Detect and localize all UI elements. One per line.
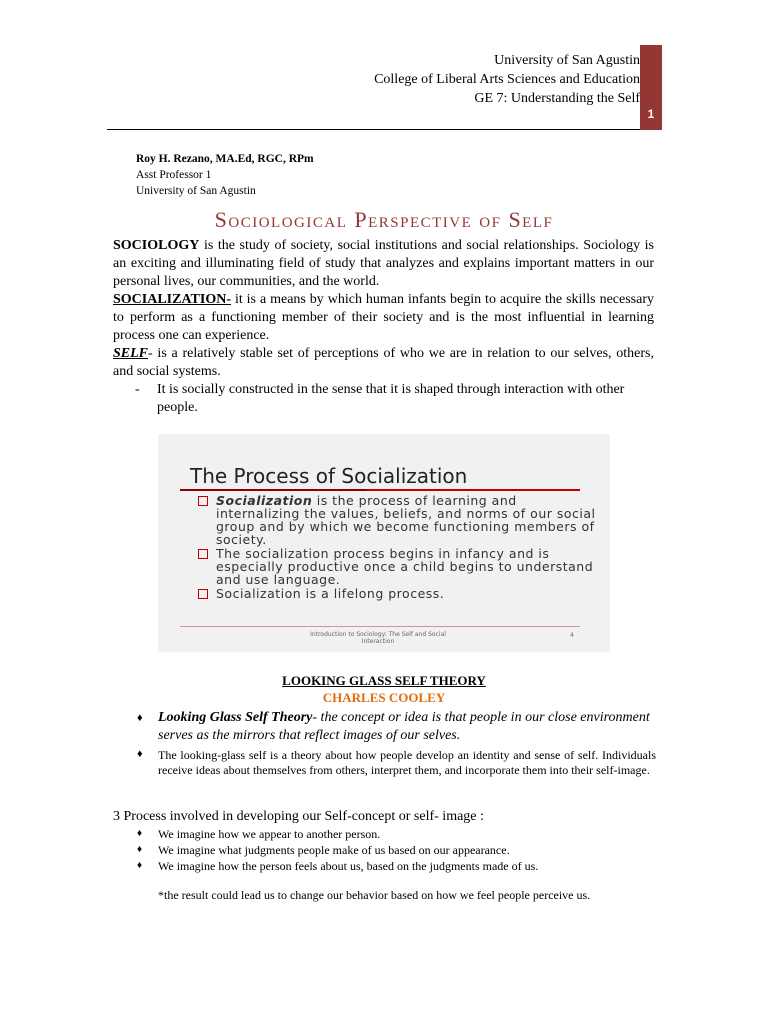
process-list bbox=[137, 826, 656, 874]
list-item bbox=[137, 842, 656, 858]
self-dash-item bbox=[135, 381, 654, 417]
process-item: We imagine how we appear to another person. bbox=[158, 827, 381, 841]
author-position: Asst Professor 1 bbox=[136, 169, 212, 181]
page-number: 1 bbox=[647, 107, 655, 121]
sociology-term: SOCIOLOGY bbox=[113, 238, 200, 253]
header-university: University of San Agustin bbox=[494, 53, 640, 68]
self-definition bbox=[113, 345, 654, 381]
header-course: GE 7: Understanding the Self bbox=[474, 91, 640, 106]
slide-footer-rule bbox=[180, 626, 580, 627]
result-note: *the result could lead us to change our behavior based on how we feel people perceive us. bbox=[158, 888, 591, 902]
checkbox-bullet-icon bbox=[198, 549, 208, 559]
looking-glass-item1-rest: - the concept or idea is that people in our close environment serves as the mirrors that reflect images of our selves. bbox=[158, 710, 650, 743]
slide-item bbox=[198, 547, 598, 586]
list-item bbox=[137, 858, 656, 874]
slide-item-text: Socialization is a lifelong process. bbox=[216, 586, 445, 601]
author-block bbox=[136, 151, 314, 199]
looking-glass-item1 bbox=[158, 709, 656, 745]
slide-title: The Process of Socialization bbox=[190, 464, 468, 488]
diamond-bullet-icon: ♦ bbox=[137, 712, 143, 724]
header-college: College of Liberal Arts Sciences and Education bbox=[374, 72, 640, 87]
socialization-slide-image bbox=[158, 434, 610, 652]
sociology-definition bbox=[113, 237, 654, 291]
looking-glass-list bbox=[137, 709, 656, 778]
author-name: Roy H. Rezano, MA.Ed, RGC, RPm bbox=[136, 153, 314, 165]
document-title: Sociological Perspective of Self bbox=[214, 207, 554, 232]
self-text: - is a relatively stable set of perceptions of who we are in relation to our selves, others, and social systems. bbox=[113, 346, 654, 379]
list-item bbox=[137, 745, 656, 778]
self-term: SELF bbox=[113, 346, 149, 361]
looking-glass-author: CHARLES COOLEY bbox=[322, 690, 446, 705]
definitions-body bbox=[113, 237, 654, 417]
list-item bbox=[137, 709, 656, 745]
self-bullet-text: It is socially constructed in the sense that it is shaped through interaction with other people. bbox=[157, 382, 625, 415]
slide-item bbox=[198, 587, 598, 600]
slide-item1-term: Socialization bbox=[216, 493, 313, 508]
list-item bbox=[137, 826, 656, 842]
diamond-bullet-icon: ♦ bbox=[137, 844, 143, 855]
process-item: We imagine what judgments people make of us based on our appearance. bbox=[158, 843, 510, 857]
slide-item-text: The socialization process begins in infancy and is especially productive once a child begins to understand and use language. bbox=[216, 546, 594, 587]
socialization-term: SOCIALIZATION- bbox=[113, 292, 231, 307]
slide-item1-rest: is the process of learning and internalizing the values, beliefs, and norms of our social group and by which we become functioning members of society. bbox=[216, 493, 596, 547]
process-intro: 3 Process involved in developing our Self-concept or self- image : bbox=[113, 809, 484, 824]
slide-title-rule-accent bbox=[180, 489, 366, 491]
looking-glass-heading: LOOKING GLASS SELF THEORY bbox=[282, 673, 486, 688]
slide-list bbox=[198, 494, 598, 601]
header-divider bbox=[107, 129, 640, 130]
checkbox-bullet-icon bbox=[198, 496, 208, 506]
page-header bbox=[374, 51, 640, 108]
checkbox-bullet-icon bbox=[198, 589, 208, 599]
dash-marker: - bbox=[135, 382, 140, 397]
socialization-definition bbox=[113, 291, 654, 345]
socialization-text: it is a means by which human infants begin to acquire the skills necessary to perform as a functioning member of their society and is the most influential in learning process one can experience. bbox=[113, 292, 654, 343]
author-institution: University of San Agustin bbox=[136, 185, 256, 197]
slide-item bbox=[198, 494, 598, 546]
process-item: We imagine how the person feels about us, based on the judgments made of us. bbox=[158, 859, 539, 873]
slide-page-number: 4 bbox=[570, 632, 574, 639]
sociology-text: is the study of society, social institutions and social relationships. Sociology is an exciting and illuminating field of study that analyzes and explains important matters in our personal lives, our communities, and the world. bbox=[113, 238, 654, 289]
diamond-bullet-icon: ♦ bbox=[137, 828, 143, 839]
looking-glass-item2: The looking-glass self is a theory about how people develop an identity and sense of self. Individuals receive ideas about themselves from others, interpret them, and incorporate them into their self-image. bbox=[158, 748, 656, 777]
slide-footer: Introduction to Sociology: The Self and Social Interaction bbox=[310, 631, 446, 645]
diamond-bullet-icon: ♦ bbox=[137, 748, 143, 760]
slide-item-text bbox=[216, 494, 598, 546]
diamond-bullet-icon: ♦ bbox=[137, 860, 143, 871]
looking-glass-term: Looking Glass Self Theory bbox=[158, 710, 313, 725]
